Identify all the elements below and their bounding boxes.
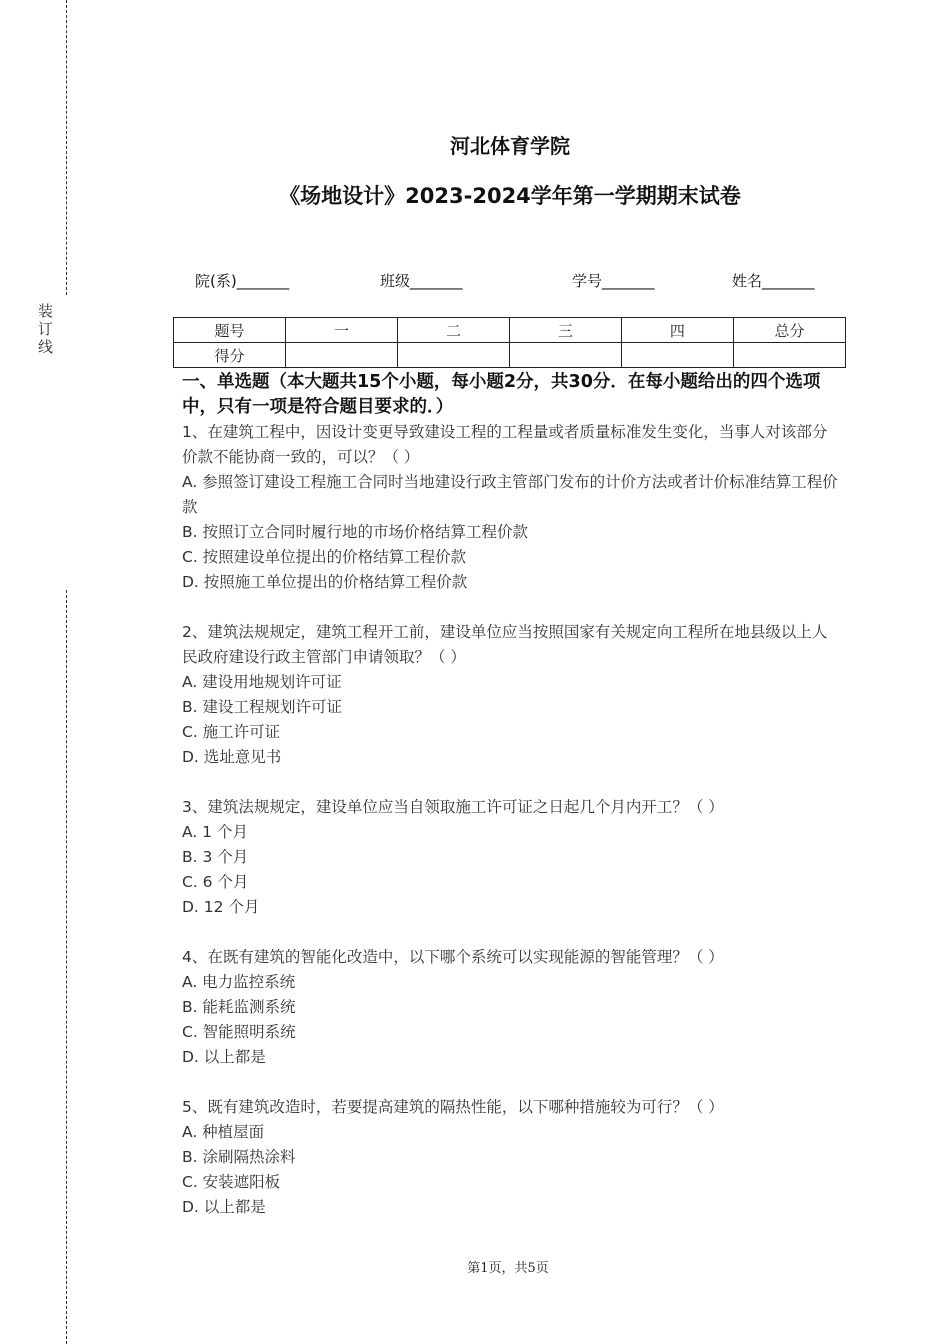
- question-option: D. 12 个月: [182, 898, 260, 916]
- table-cell: 三: [509, 318, 621, 343]
- school-name: 河北体育学院: [450, 134, 570, 158]
- question-option: B. 3 个月: [182, 848, 249, 866]
- table-row: [174, 318, 846, 343]
- field-class: 班级_______: [380, 272, 463, 290]
- table-cell: 二: [397, 318, 509, 343]
- question-option: A. 种植屋面: [182, 1123, 265, 1141]
- question-option: B. 涂刷隔热涂料: [182, 1148, 296, 1166]
- page-footer: 第1页，共5页: [467, 1261, 549, 1276]
- question-option: A. 电力监控系统: [182, 973, 296, 991]
- question-option: D. 以上都是: [182, 1198, 266, 1216]
- question-stem: 3、建筑法规规定，建设单位应当自领取施工许可证之日起几个月内开工？（ ）: [182, 798, 724, 816]
- score-cell[interactable]: [509, 343, 621, 368]
- question-stem: 2、建筑法规规定，建筑工程开工前，建设单位应当按照国家有关规定向工程所在地县级以上人民政府建设行政主管部门申请领取？（ ）: [182, 623, 828, 666]
- question: [182, 620, 842, 770]
- field-student-id: 学号_______: [572, 272, 655, 290]
- field-name: 姓名_______: [732, 272, 815, 290]
- question-option: D. 以上都是: [182, 1048, 266, 1066]
- question: [182, 1095, 842, 1220]
- question-option: B. 能耗监测系统: [182, 998, 296, 1016]
- score-table: [173, 317, 846, 368]
- question-stem: 4、在既有建筑的智能化改造中，以下哪个系统可以实现能源的智能管理？（ ）: [182, 948, 724, 966]
- table-cell: 四: [621, 318, 733, 343]
- questions-area: [182, 370, 842, 1245]
- question-option: C. 智能照明系统: [182, 1023, 296, 1041]
- section-heading: 一、单选题（本大题共15个小题，每小题2分，共30分．在每小题给出的四个选项中，只有一项是符合题目要求的．）: [182, 372, 821, 417]
- table-cell: 总分: [733, 318, 845, 343]
- question-option: C. 6 个月: [182, 873, 249, 891]
- question: [182, 795, 842, 920]
- score-cell[interactable]: [397, 343, 509, 368]
- table-row: [174, 343, 846, 368]
- question-option: B. 按照订立合同时履行地的市场价格结算工程价款: [182, 523, 528, 541]
- question: [182, 420, 842, 595]
- table-cell: 得分: [174, 343, 286, 368]
- question-option: A. 参照签订建设工程施工合同时当地建设行政主管部门发布的计价方法或者计价标准结算工程价款: [182, 473, 838, 516]
- question-option: C. 安装遮阳板: [182, 1173, 281, 1191]
- question-option: C. 施工许可证: [182, 723, 281, 741]
- question-option: C. 按照建设单位提出的价格结算工程价款: [182, 548, 467, 566]
- question-stem: 1、在建筑工程中，因设计变更导致建设工程的工程量或者质量标准发生变化，当事人对该部分价款不能协商一致的，可以？（ ）: [182, 423, 828, 466]
- score-cell[interactable]: [621, 343, 733, 368]
- question-option: A. 建设用地规划许可证: [182, 673, 342, 691]
- binding-label: 装订线: [38, 302, 54, 356]
- binding-dashed-line-bottom: [66, 590, 67, 1344]
- question-option: B. 建设工程规划许可证: [182, 698, 342, 716]
- table-cell: 题号: [174, 318, 286, 343]
- question-option: D. 选址意见书: [182, 748, 282, 766]
- exam-title: 《场地设计》2023-2024学年第一学期期末试卷: [279, 184, 741, 208]
- table-cell: 一: [285, 318, 397, 343]
- score-cell[interactable]: [733, 343, 845, 368]
- question-stem: 5、既有建筑改造时，若要提高建筑的隔热性能，以下哪种措施较为可行？（ ）: [182, 1098, 724, 1116]
- field-department: 院(系)_______: [195, 272, 290, 290]
- question: [182, 945, 842, 1070]
- score-cell[interactable]: [285, 343, 397, 368]
- question-option: A. 1 个月: [182, 823, 248, 841]
- question-option: D. 按照施工单位提出的价格结算工程价款: [182, 573, 468, 591]
